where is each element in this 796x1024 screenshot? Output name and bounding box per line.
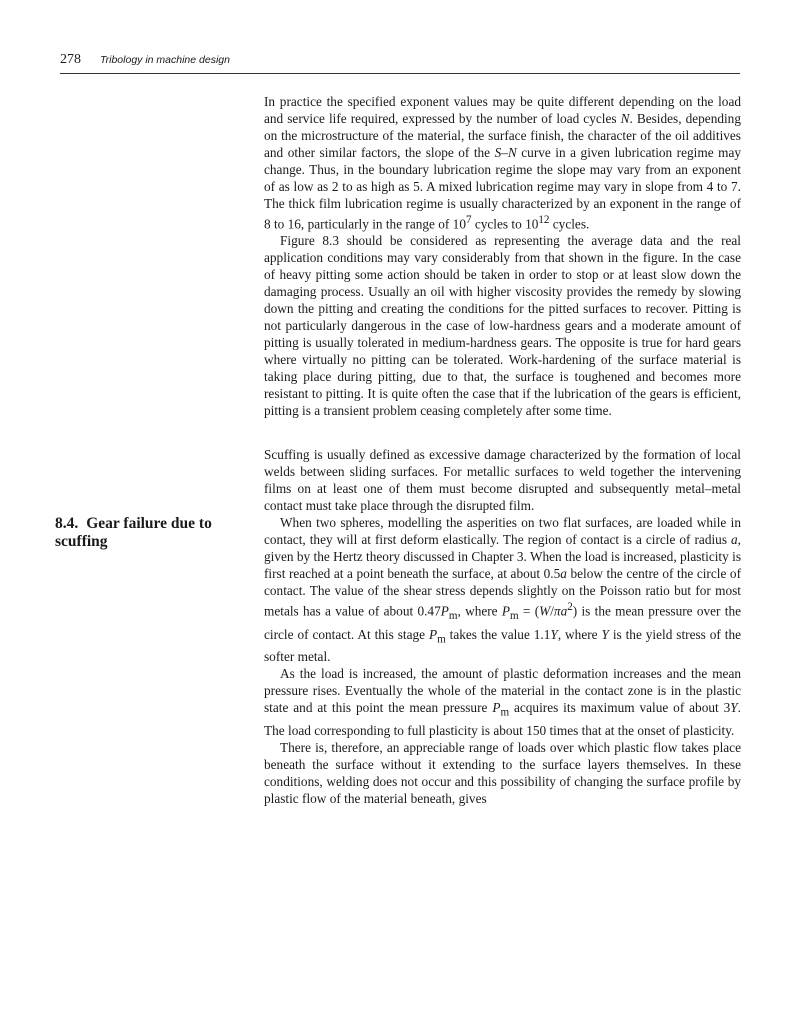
section-body (264, 446, 741, 806)
body-text (264, 93, 741, 807)
section-number: 8.4. (55, 515, 79, 532)
paragraph-scuffing-definition: Scuffing is usually defined as excessive damage characterized by the formation of local welds between sliding surfaces. For metallic surfaces to weld together the intervening films on at least one of them must become disrupted and subsequently metal–metal contact must take place through the disrupted film. (264, 447, 741, 514)
page-number: 278 (60, 52, 81, 67)
section-title: Gear failure due to scuffing (55, 515, 212, 550)
paragraph-pitting: Figure 8.3 should be considered as representing the average data and the real application conditions may vary considerably from that shown in the figure. In the case of heavy pitting some action should be taken in order to stop or at least slow down the damaging process. Usually an oil with higher viscosity provides the remedy by slowing down the pitting and creating the conditions for the pitted surfaces to recover. Pitting is not particularly dangerous in the case of low-hardness gears and a moderate amount of pitting is usually tolerated in medium-hardness gears. The opposite is true for hard gears where virtually no pitting can be tolerated. Work-hardening of the surface material is taking place during pitting, due to that, the surface is toughened and becomes more resistant to pitting. It is quite often the case that if the lubrication of the gears is efficient, pitting is a transient problem ceasing completely after some time. (264, 233, 741, 419)
paragraph-exponents: In practice the specified exponent values may be quite different depending on the load and service life required, expressed by the number of load cycles N. Besides, depending on the microstructure of the material, the surface finish, the character of the oil additives and other similar factors, the slope of the S–N curve in a given lubrication regime may change. Thus, in the boundary lubrication regime the slope may vary from an exponent of as low as 2 to as high as 5. A mixed lubrication regime may vary in slope from 4 to 7. The thick film lubrication regime is usually characterized by an exponent in the range of 8 to 16, particularly in the range of $10^7$ cycles to $10^{12}$ cycles. (264, 94, 741, 232)
paragraph-plastic-deformation: As the load is increased, the amount of plastic deformation increases and the mean pressure rises. Eventually the whole of the material in the contact zone is in the plastic state and at this point the mean pressure $P_m$ acquires its maximum value of about 3Y. The load corresponding to full plasticity is about 150 times that at the onset of plasticity. (264, 666, 741, 738)
paragraph-plastic-flow: There is, therefore, an appreciable range of loads over which plastic flow takes place beneath the surface without it extending to the surface layers themselves. In these conditions, welding does not occur and this possibility of changing the surface profile by plastic flow of the material beneath, gives (264, 739, 741, 806)
running-header (60, 50, 740, 70)
header-rule (60, 73, 740, 74)
running-title: Tribology in machine design (100, 54, 230, 66)
paragraph-spheres: When two spheres, modelling the asperities on two flat surfaces, are loaded while in contact, they will at first deform elastically. The region of contact is a circle of radius a, given by the Hertz theory discussed in Chapter 3. When the load is increased, plasticity is first reached at a point beneath the surface, at about 0.5a below the centre of the circle of contact. The value of the shear stress depends slightly on the Poisson ratio but for most metals has a value of about $0.47P_m$, where $P_m = (W/\pi a^2)$ is the mean pressure over the circle of contact. At this stage $P_m$ takes the value 1.1Y, where Y is the yield stress of the softer metal. (264, 515, 742, 665)
section-heading (55, 515, 245, 551)
